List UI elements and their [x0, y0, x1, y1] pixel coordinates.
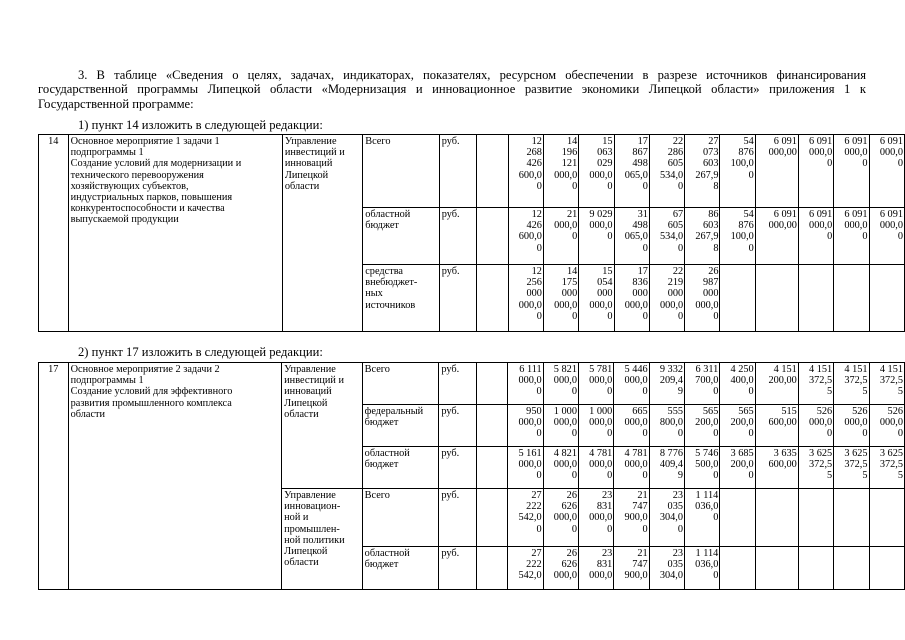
- spacer-cell: [476, 489, 507, 547]
- value-cell: 1 000 000,0 0: [578, 405, 613, 447]
- value-cell: 6 091 000,00: [755, 135, 798, 208]
- value-cell: 3 625 372,5 5: [869, 447, 904, 489]
- value-cell: [869, 547, 904, 590]
- value-cell: [720, 489, 755, 547]
- value-cell: 565 200,0 0: [685, 405, 720, 447]
- value-cell: 15 054 000 000,0 0: [579, 265, 614, 332]
- value-cell: [720, 547, 755, 590]
- value-cell: 21 747 900,0 0: [614, 489, 649, 547]
- value-cell: 54 876 100,0 0: [720, 208, 755, 265]
- value-cell: 555 800,0 0: [649, 405, 684, 447]
- table-item-17: [38, 362, 905, 590]
- value-cell: 23 831 000,0: [578, 547, 613, 590]
- value-cell: 526 000,0 0: [798, 405, 833, 447]
- value-cell: 31 498 065,0 0: [614, 208, 649, 265]
- item1-heading: 1) пункт 14 изложить в следующей редакции:: [78, 118, 323, 132]
- value-cell: 4 151 372,5 5: [834, 363, 869, 405]
- intro-paragraph: 3. В таблице «Сведения о целях, задачах, индикаторах, показателях, ресурсном обеспечении в разрезе источников финансирования государственной программы Липецкой области «Модернизация и инновационное развитие экономики Липецкой области» приложения 1 к Государственной программе:: [38, 68, 866, 111]
- value-cell: 23 831 000,0 0: [578, 489, 613, 547]
- unit-cell: руб.: [439, 405, 477, 447]
- executor-cell: Управление инновацион- ной и промышлен- ной политики Липецкой области: [282, 489, 363, 590]
- unit-cell: руб.: [439, 363, 477, 405]
- value-cell: 86 603 267,9 8: [685, 208, 720, 265]
- value-cell: 4 151 200,00: [755, 363, 798, 405]
- item2-heading: 2) пункт 17 изложить в следующей редакции:: [78, 345, 323, 359]
- value-cell: 5 821 000,0 0: [543, 363, 578, 405]
- value-cell: 22 286 605 534,0 0: [649, 135, 684, 208]
- value-cell: 3 625 372,5 5: [834, 447, 869, 489]
- value-cell: 23 035 304,0: [649, 547, 684, 590]
- value-cell: 9 332 209,4 9: [649, 363, 684, 405]
- value-cell: 6 091 000,0 0: [798, 135, 833, 208]
- spacer-cell: [476, 447, 507, 489]
- value-cell: 6 111 000,0 0: [508, 363, 543, 405]
- value-cell: [798, 265, 833, 332]
- unit-cell: руб.: [439, 447, 477, 489]
- value-cell: [869, 489, 904, 547]
- spacer-cell: [477, 208, 508, 265]
- value-cell: 26 626 000,0: [543, 547, 578, 590]
- value-cell: 17 867 498 065,0 0: [614, 135, 649, 208]
- value-cell: 8 776 409,4 9: [649, 447, 684, 489]
- value-cell: 14 175 000 000,0 0: [543, 265, 578, 332]
- value-cell: 1 114 036,0 0: [685, 547, 720, 590]
- spacer-cell: [477, 135, 508, 208]
- funding-source-cell: областной бюджет: [362, 547, 439, 590]
- value-cell: 4 821 000,0 0: [543, 447, 578, 489]
- value-cell: 27 222 542,0: [508, 547, 543, 590]
- value-cell: [834, 489, 869, 547]
- unit-cell: руб.: [439, 265, 477, 332]
- value-cell: 6 311 700,0 0: [685, 363, 720, 405]
- funding-source-cell: Всего: [363, 135, 439, 208]
- table-row: [39, 135, 905, 208]
- value-cell: 6 091 000,0 0: [869, 208, 904, 265]
- value-cell: 526 000,0 0: [869, 405, 904, 447]
- spacer-cell: [476, 363, 507, 405]
- value-cell: 9 029 000,0 0: [579, 208, 614, 265]
- value-cell: 27 222 542,0 0: [508, 489, 543, 547]
- funding-source-cell: федеральный бюджет: [362, 405, 439, 447]
- value-cell: [755, 265, 798, 332]
- value-cell: 3 685 200,0 0: [720, 447, 755, 489]
- value-cell: 21 000,0 0: [543, 208, 578, 265]
- value-cell: [798, 489, 833, 547]
- value-cell: [720, 265, 755, 332]
- value-cell: 1 114 036,0 0: [685, 489, 720, 547]
- spacer-cell: [476, 405, 507, 447]
- value-cell: 526 000,0 0: [834, 405, 869, 447]
- executor-cell: Управление инвестиций и инноваций Липецкой области: [282, 363, 363, 489]
- table-row: [39, 363, 905, 405]
- unit-cell: руб.: [439, 489, 477, 547]
- value-cell: 12 256 000 000,0 0: [508, 265, 543, 332]
- value-cell: 26 987 000 000,0 0: [685, 265, 720, 332]
- value-cell: 21 747 900,0: [614, 547, 649, 590]
- value-cell: [755, 489, 798, 547]
- value-cell: 17 836 000 000,0 0: [614, 265, 649, 332]
- value-cell: 12 268 426 600,0 0: [508, 135, 543, 208]
- value-cell: 4 151 372,5 5: [798, 363, 833, 405]
- value-cell: [755, 547, 798, 590]
- value-cell: 1 000 000,0 0: [543, 405, 578, 447]
- value-cell: 23 035 304,0 0: [649, 489, 684, 547]
- unit-cell: руб.: [439, 135, 477, 208]
- funding-source-cell: областной бюджет: [362, 447, 439, 489]
- value-cell: 26 626 000,0 0: [543, 489, 578, 547]
- value-cell: 4 151 372,5 5: [869, 363, 904, 405]
- event-cell: Основное мероприятие 1 задачи 1 подпрограммы 1 Создание условий для модернизации и технического перевооружения хозяйствующих субъектов, индустриальных парков, повышения конкурентоспособности и качества выпускаемой продукции: [68, 135, 282, 332]
- value-cell: 5 746 500,0 0: [685, 447, 720, 489]
- funding-source-cell: средства внебюджет- ных источников: [363, 265, 439, 332]
- value-cell: 67 605 534,0 0: [649, 208, 684, 265]
- value-cell: 3 635 600,00: [755, 447, 798, 489]
- value-cell: 665 000,0 0: [614, 405, 649, 447]
- value-cell: 5 161 000,0 0: [508, 447, 543, 489]
- value-cell: 54 876 100,0 0: [720, 135, 755, 208]
- value-cell: [869, 265, 904, 332]
- value-cell: [798, 547, 833, 590]
- value-cell: 27 073 603 267,9 8: [685, 135, 720, 208]
- value-cell: 4 781 000,0 0: [614, 447, 649, 489]
- spacer-cell: [477, 265, 508, 332]
- value-cell: 6 091 000,0 0: [798, 208, 833, 265]
- funding-source-cell: областной бюджет: [363, 208, 439, 265]
- value-cell: [834, 265, 869, 332]
- table-item-14: [38, 134, 905, 332]
- value-cell: 15 063 029 000,0 0: [579, 135, 614, 208]
- value-cell: 4 250 400,0 0: [720, 363, 755, 405]
- value-cell: 6 091 000,0 0: [834, 135, 869, 208]
- funding-source-cell: Всего: [362, 363, 439, 405]
- unit-cell: руб.: [439, 547, 477, 590]
- value-cell: 22 219 000 000,0 0: [649, 265, 684, 332]
- executor-cell: Управление инвестиций и инноваций Липецкой области: [282, 135, 362, 332]
- value-cell: [834, 547, 869, 590]
- value-cell: 515 600,00: [755, 405, 798, 447]
- value-cell: 3 625 372,5 5: [798, 447, 833, 489]
- value-cell: 5 781 000,0 0: [578, 363, 613, 405]
- event-cell: Основное мероприятие 2 задачи 2 подпрограммы 1 Создание условий для эффективного развития промышленного комплекса области: [68, 363, 282, 590]
- value-cell: 6 091 000,00: [755, 208, 798, 265]
- row-number-cell: 14: [39, 135, 69, 332]
- value-cell: 950 000,0 0: [508, 405, 543, 447]
- value-cell: 14 196 121 000,0 0: [543, 135, 578, 208]
- spacer-cell: [476, 547, 507, 590]
- value-cell: 6 091 000,0 0: [834, 208, 869, 265]
- funding-source-cell: Всего: [362, 489, 439, 547]
- value-cell: 4 781 000,0 0: [578, 447, 613, 489]
- value-cell: 6 091 000,0 0: [869, 135, 904, 208]
- value-cell: 565 200,0 0: [720, 405, 755, 447]
- value-cell: 12 426 600,0 0: [508, 208, 543, 265]
- unit-cell: руб.: [439, 208, 477, 265]
- value-cell: 5 446 000,0 0: [614, 363, 649, 405]
- row-number-cell: 17: [39, 363, 69, 590]
